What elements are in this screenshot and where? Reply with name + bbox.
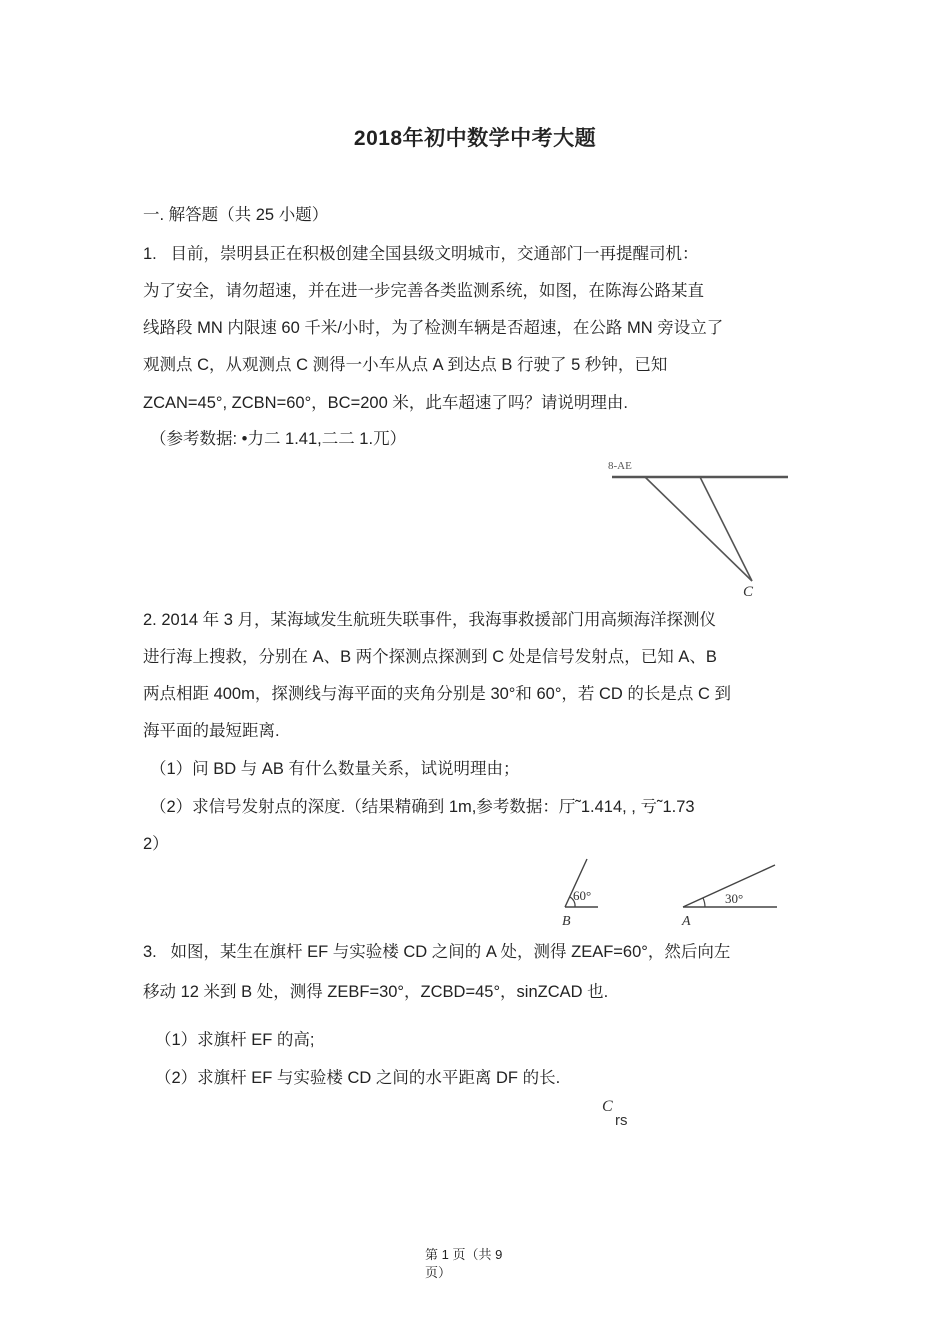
q1-line-1: 1. 目前，崇明县正在积极创建全国县级文明城市，交通部门一再提醒司机： — [143, 245, 699, 263]
page-footer-line-1: 第 1 页（共 9 — [425, 1247, 503, 1262]
q3-figure-label-rs: rs — [615, 1112, 628, 1129]
page-footer-line-2: 页） — [425, 1265, 452, 1280]
q1-line-4: 观测点 C，从观测点 C 测得一小车从点 A 到达点 B 行驶了 5 秒钟，已知 — [143, 356, 668, 374]
q1-figure-top-label: 8-AE — [608, 460, 632, 472]
q1-reference-data: （参考数据: •力二 1.41,二二 1.兀） — [150, 430, 407, 448]
q3-sub-question-1: （1）求旗杆 EF 的高; — [155, 1031, 315, 1049]
q3-figure-label-c: C — [602, 1098, 613, 1115]
q1-figure — [600, 455, 800, 601]
q3-line-1: 3. 如图，某生在旗杆 EF 与实验楼 CD 之间的 A 处，测得 ZEAF=60°，然后向左 — [143, 943, 731, 961]
q2-sub-question-1: （1）问 BD 与 AB 有什么数量关系，试说明理由； — [150, 760, 520, 778]
q1-line-ac — [645, 477, 752, 581]
q2-sub-question-2: （2）求信号发射点的深度.（结果精确到 1m,参考数据：厅˜1.414, , 亏˜1.73 — [150, 798, 695, 816]
q2-line-4: 海平面的最短距离. — [143, 722, 280, 740]
q2-line-2: 进行海上搜救，分别在 A、B 两个探测点探测到 C 处是信号发射点，已知 A、B — [143, 648, 717, 666]
q3-sub-question-2: （2）求旗杆 EF 与实验楼 CD 之间的水平距离 DF 的长. — [155, 1069, 561, 1087]
q2-sub-question-2-cont: 2） — [143, 835, 169, 853]
q1-line-bc — [700, 477, 752, 581]
q2-b-angle-label: 60° — [573, 888, 592, 903]
section-heading: 一. 解答题（共 25 小题） — [143, 206, 329, 224]
q2-a-label: A — [682, 914, 691, 929]
q2-a-angle-arc — [703, 898, 705, 907]
q2-line-3: 两点相距 400m，探测线与海平面的夹角分别是 30°和 60°，若 CD 的长是点 C 到 — [143, 685, 732, 703]
q2-figure — [555, 855, 805, 930]
document-title: 2018年初中数学中考大题 — [353, 127, 597, 150]
q2-b-label: B — [562, 914, 571, 929]
q1-line-3: 线路段 MN 内限速 60 千米/小时，为了检测车辆是否超速，在公路 MN 旁设立了 — [143, 319, 724, 337]
q1-figure-label-c: C — [743, 584, 754, 600]
q2-line-1: 2. 2014 年 3 月，某海域发生航班失联事件，我海事救援部门用高频海洋探测仪 — [143, 611, 716, 629]
q3-line-2: 移动 12 米到 B 处，测得 ZEBF=30°，ZCBD=45°，sinZCAD 也. — [143, 983, 609, 1001]
q1-line-2: 为了安全，请勿超速，并在进一步完善各类监测系统，如图，在陈海公路某直 — [143, 282, 704, 300]
q2-a-angle-label: 30° — [725, 891, 744, 906]
q1-line-5: ZCAN=45°, ZCBN=60°，BC=200 米，此车超速了吗？请说明理由. — [143, 394, 628, 412]
